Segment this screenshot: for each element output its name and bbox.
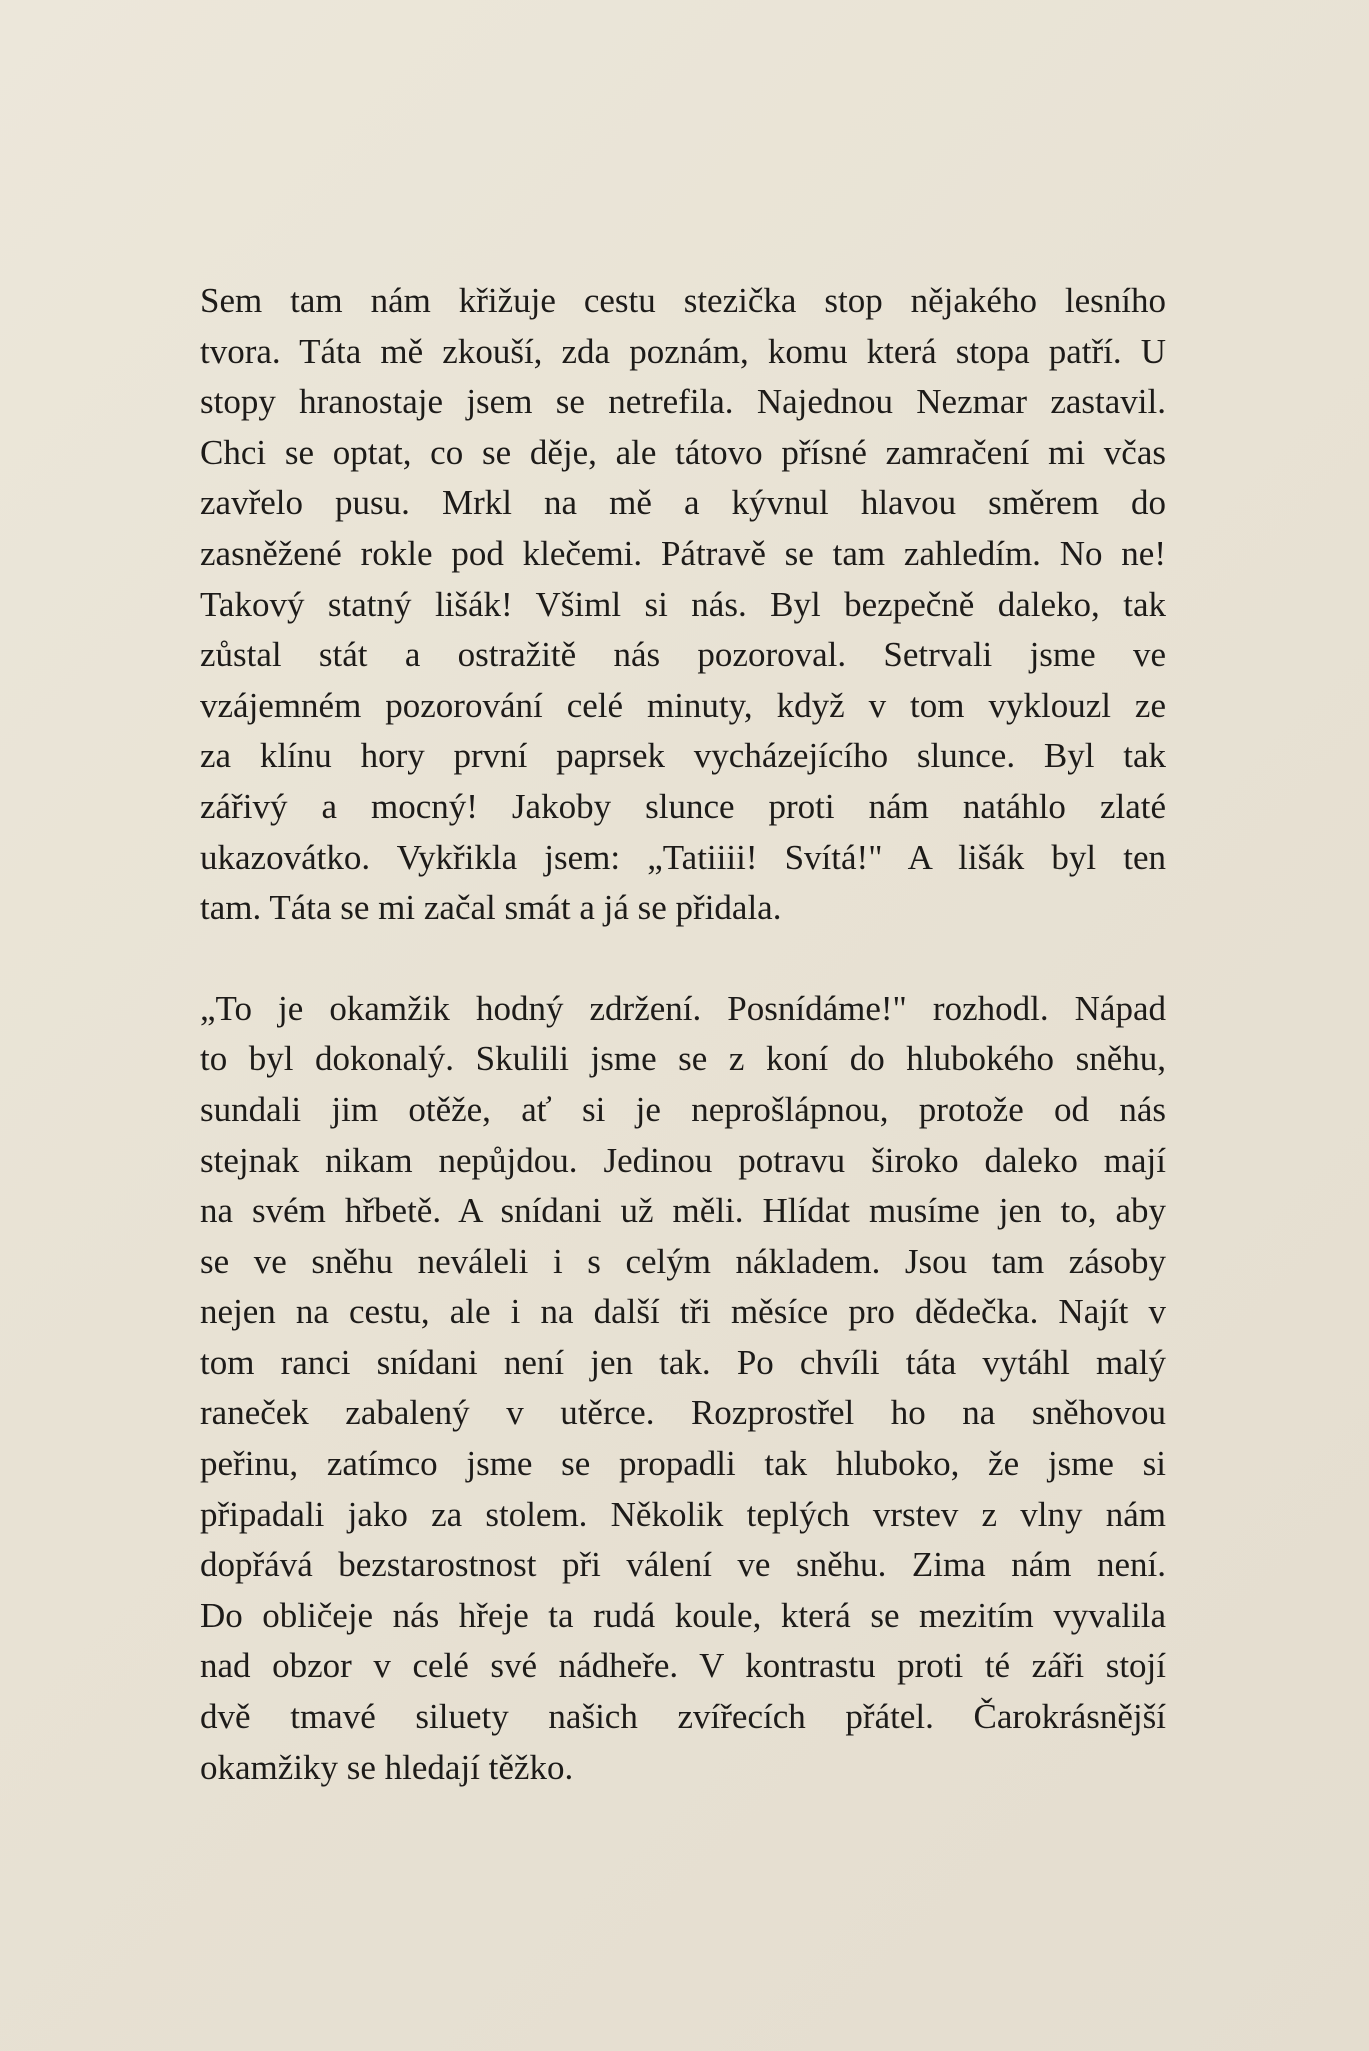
paragraph-2 [200, 984, 1166, 1794]
text-line: stejnak nikam nepůjdou. Jedinou potravu široko daleko mají [200, 1140, 1166, 1180]
text-line: se ve sněhu neváleli i s celým nákladem. Jsou tam zásoby [200, 1241, 1166, 1281]
text-line-last: tam. Táta se mi začal smát a já se přidala. [200, 888, 782, 928]
text-line: tom ranci snídani není jen tak. Po chvíli táta vytáhl malý [200, 1342, 1166, 1382]
text-line: nejen na cestu, ale i na další tři měsíce pro dědečka. Najít v [200, 1292, 1166, 1332]
text-line: to byl dokonalý. Skulili jsme se z koní do hlubokého sněhu, [200, 1039, 1166, 1079]
text-line: připadali jako za stolem. Několik teplých vrstev z vlny nám [200, 1494, 1166, 1534]
text-line: dvě tmavé siluety našich zvířecích přátel. Čarokrásnější [200, 1697, 1166, 1737]
text-line: vzájemném pozorování celé minuty, když v tom vyklouzl ze [200, 685, 1166, 725]
text-line: zářivý a mocný! Jakoby slunce proti nám natáhlo zlaté [200, 786, 1166, 826]
text-line: Chci se optat, co se děje, ale tátovo přísné zamračení mi včas [200, 432, 1166, 472]
text-line: raneček zabalený v utěrce. Rozprostřel ho na sněhovou [200, 1393, 1166, 1433]
text-line: ukazovátko. Vykřikla jsem: „Tatiiii! Svítá!" A lišák byl ten [200, 837, 1166, 877]
text-line: sundali jim otěže, ať si je neprošlápnou, protože od nás [200, 1089, 1166, 1129]
text-line: stopy hranostaje jsem se netrefila. Najednou Nezmar zastavil. [200, 382, 1166, 422]
text-line: nad obzor v celé své nádheře. V kontrastu proti té záři stojí [200, 1646, 1166, 1686]
text-line-last: okamžiky se hledají těžko. [200, 1747, 574, 1787]
text-line: tvora. Táta mě zkouší, zda poznám, komu která stopa patří. U [200, 331, 1166, 371]
text-line: na svém hřbetě. A snídani už měli. Hlídat musíme jen to, aby [200, 1191, 1166, 1231]
text-line: za klínu hory první paprsek vycházejícího slunce. Byl tak [200, 736, 1166, 776]
text-line: Do obličeje nás hřeje ta rudá koule, která se mezitím vyvalila [200, 1595, 1166, 1635]
text-line: zasněžené rokle pod klečemi. Pátravě se tam zahledím. No ne! [200, 533, 1166, 573]
page-text [200, 276, 1166, 1793]
text-line: Sem tam nám křižuje cestu stezička stop nějakého lesního [200, 281, 1166, 320]
text-line: Takový statný lišák! Všiml si nás. Byl bezpečně daleko, tak [200, 584, 1166, 624]
text-line: dopřává bezstarostnost při válení ve sněhu. Zima nám není. [200, 1545, 1166, 1585]
paragraph-spacer [200, 934, 1166, 984]
text-line: peřinu, zatímco jsme se propadli tak hluboko, že jsme si [200, 1444, 1166, 1484]
text-line: zavřelo pusu. Mrkl na mě a kývnul hlavou směrem do [200, 483, 1166, 523]
text-line: zůstal stát a ostražitě nás pozoroval. Setrvali jsme ve [200, 635, 1166, 675]
text-line: „To je okamžik hodný zdržení. Posnídáme!" rozhodl. Nápad [200, 988, 1166, 1028]
paragraph-1 [200, 276, 1166, 934]
